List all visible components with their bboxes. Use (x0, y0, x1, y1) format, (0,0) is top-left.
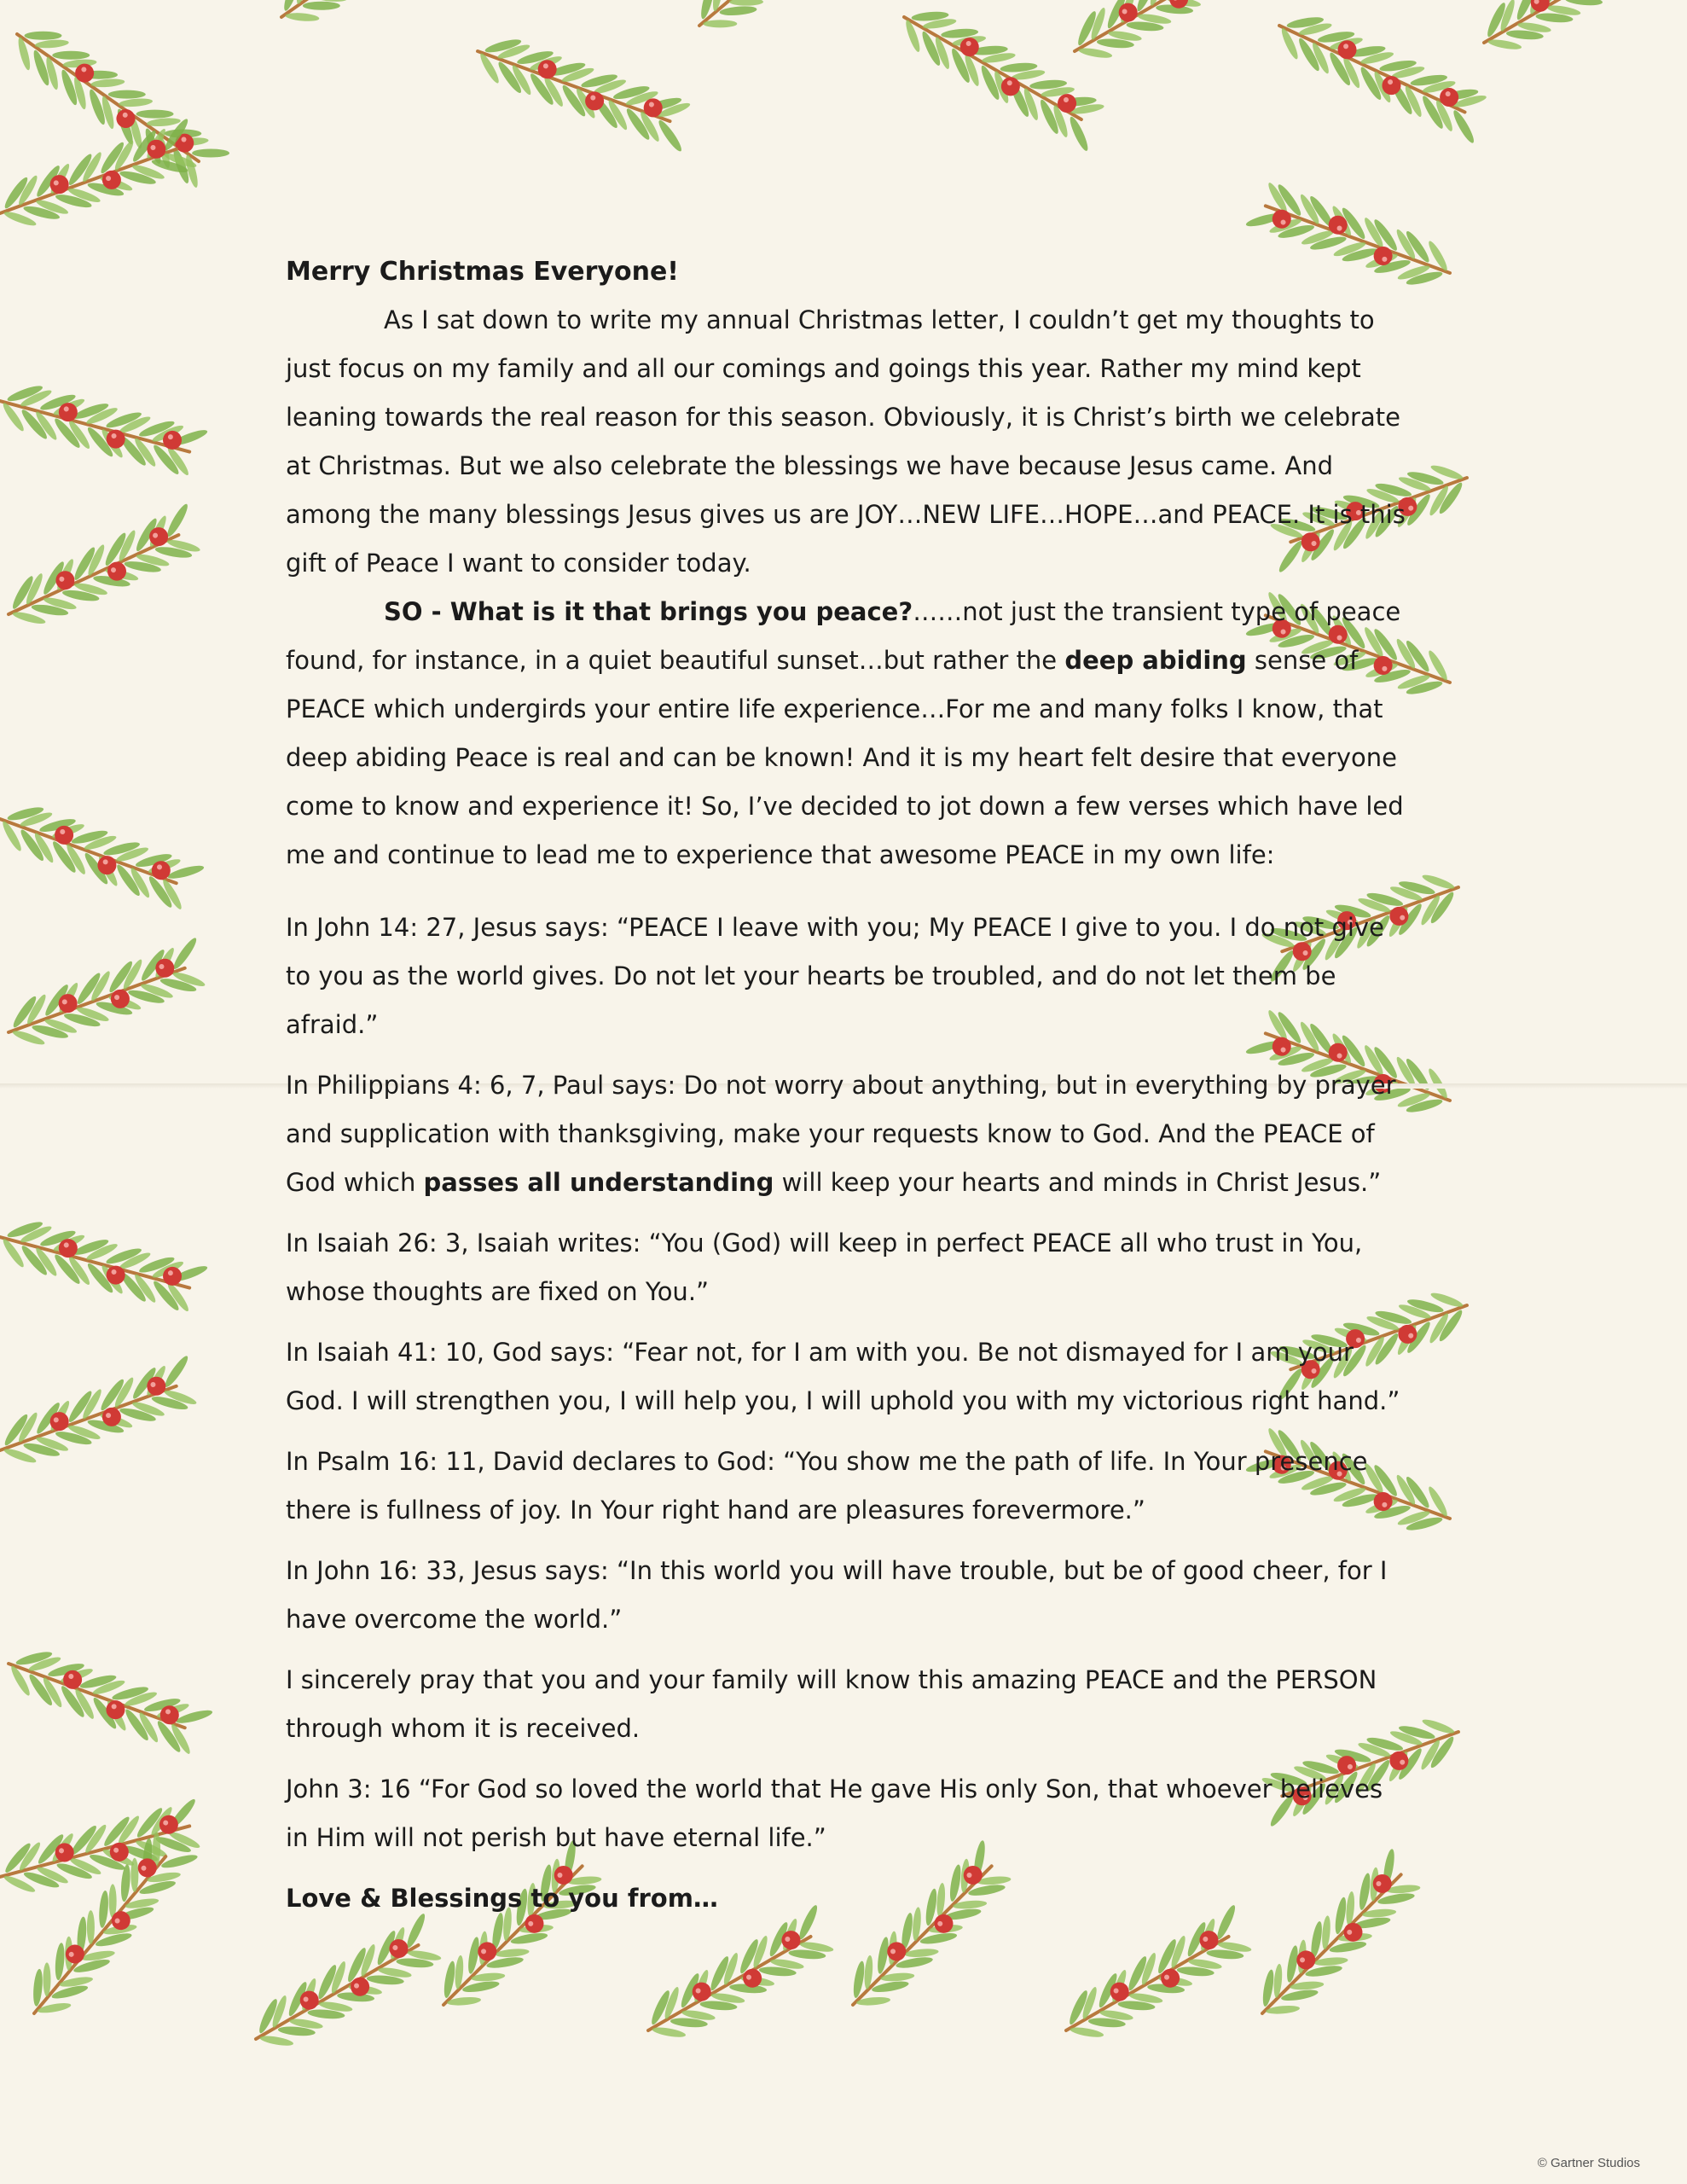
closing-line: Love & Blessings to you from… (286, 1884, 718, 1913)
verse-john-3: John 3: 16 “For God so loved the world that He gave His only Son, that whoever believes in Him will not perish but have eternal life.” (286, 1774, 1383, 1852)
peace-paragraph (286, 588, 1412, 880)
holly-sprig-icon (0, 374, 211, 482)
philippians-text-2: will keep your hearts and minds in Christ Jesus.” (774, 1168, 1382, 1197)
holly-sprig-icon (1061, 0, 1272, 75)
holly-sprig-icon (0, 1210, 211, 1318)
holly-sprig-icon (0, 1796, 211, 1904)
holly-sprig-icon (265, 0, 470, 40)
holly-sprig-icon (1267, 0, 1498, 147)
greeting-heading: Merry Christmas Everyone! (286, 257, 679, 287)
verse-john-14: In John 14: 27, Jesus says: “PEACE I leave with you; My PEACE I give to you. I do not give to you as the world gives. Do not let your hearts be troubled, and do not let them be afraid.” (286, 913, 1384, 1039)
holly-sprig-icon (635, 1901, 845, 2054)
philippians-text-1: In Philippians 4: 6, 7, Paul says: Do not worry about anything, but in everything by prayer and supplication with thanksgiving, make your requests know to God. And the PEACE of God which (286, 1071, 1396, 1197)
verse-isaiah-41: In Isaiah 41: 10, God says: “Fear not, for I am with you. Be not dismayed for I am your God. I will strengthen you, I will help you, I will uphold you with my victorious right hand.” (286, 1338, 1400, 1415)
verse-isaiah-26: In Isaiah 26: 3, Isaiah writes: “You (God) will keep in perfect PEACE all who trust in You, whose thoughts are fixed on You.” (286, 1228, 1363, 1306)
verse-philippians-4 (286, 1061, 1412, 1207)
peace-text-1: ……not just the transient type of peace found, for instance, in a quiet beautiful sunset…but rather the (286, 597, 1401, 675)
holly-sprig-icon (681, 0, 878, 47)
verse-john-16: In John 16: 33, Jesus says: “In this world you will have trouble, but be of good cheer, for I have overcome the world.” (286, 1556, 1388, 1634)
copyright-notice: © Gartner Studios (1537, 2156, 1640, 2170)
holly-sprig-icon (0, 115, 207, 240)
holly-sprig-icon (0, 793, 207, 917)
holly-sprig-icon (1470, 0, 1681, 67)
peace-text-2: sense of PEACE which undergirds your entire life experience…For me and many folks I know, that deep abiding Peace is real and can be known! And it is my heart felt desire that everyone come to know and experience it! So, I’ve decided to jot down a few verses which have led me and continue to lead me to experience that awesome PEACE in my own life: (286, 646, 1404, 869)
holly-sprig-icon (242, 1909, 453, 2063)
intro-paragraph: As I sat down to write my annual Christmas letter, I couldn’t get my thoughts to just focus on my family and all our comings and goings this year. Rather my mind kept leaning towards the real reason for this season. Obviously, it is Christ’s birth we celebrate at Christmas. But we also celebrate the blessings we have because Jesus came. And among the many blessings Jesus gives us are JOY…NEW LIFE…HOPE…and PEACE. It is this gift of Peace I want to consider today. (286, 305, 1406, 578)
holly-sprig-icon (0, 934, 216, 1059)
holly-sprig-icon (0, 500, 212, 640)
holly-sprig-icon (0, 1637, 216, 1762)
prayer-paragraph: I sincerely pray that you and your family will know this amazing PEACE and the PERSON through whom it is received. (286, 1665, 1377, 1743)
philippians-emphasis: passes all understanding (423, 1168, 774, 1197)
verse-psalm-16: In Psalm 16: 11, David declares to God: “You show me the path of life. In Your presence there is fullness of joy. In Your right hand are pleasures forevermore.” (286, 1447, 1368, 1525)
holly-sprig-icon (0, 1352, 207, 1477)
letter-body (286, 247, 1412, 1923)
holly-sprig-icon (468, 25, 701, 155)
holly-sprig-icon (1052, 1901, 1263, 2054)
peace-question: SO - What is it that brings you peace? (384, 597, 913, 626)
holly-sprig-icon (890, 0, 1116, 155)
deep-abiding-emphasis: deep abiding (1064, 646, 1247, 675)
